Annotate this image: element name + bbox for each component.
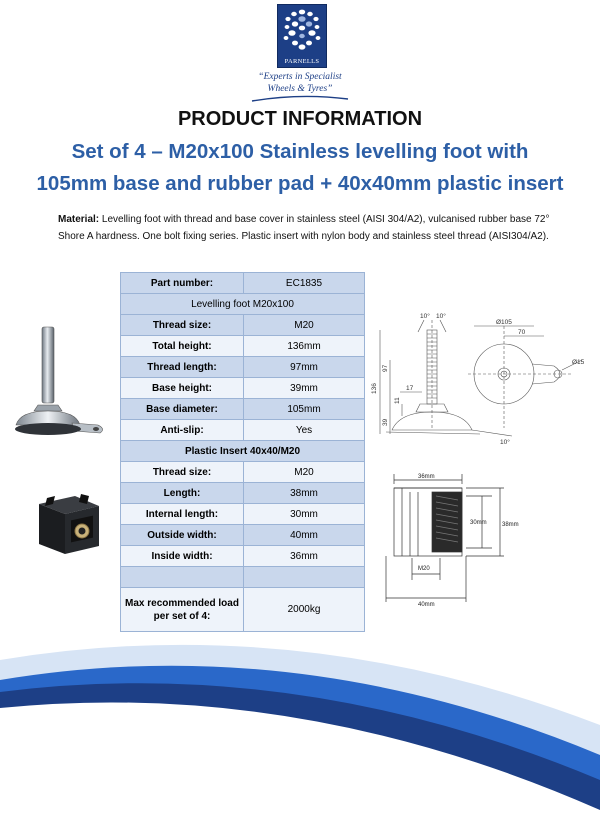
table-section-header bbox=[121, 294, 365, 315]
plastic-insert-drawing bbox=[382, 470, 532, 610]
brand-tagline-line1: “Experts in Specialist bbox=[258, 72, 342, 82]
max-load-label-line2: per set of 4: bbox=[153, 610, 211, 622]
footer-wave bbox=[0, 630, 600, 835]
table-row bbox=[121, 588, 365, 632]
dim-70: 70 bbox=[518, 329, 526, 336]
page-heading: PRODUCT INFORMATION bbox=[177, 108, 423, 130]
table-row bbox=[121, 462, 365, 483]
spec-label: Inside width: bbox=[121, 546, 244, 567]
dim-136: 136 bbox=[371, 383, 378, 394]
brand-name: PARNELLS bbox=[284, 58, 320, 65]
dim-m20: M20 bbox=[418, 566, 430, 572]
spec-label: Anti-slip: bbox=[121, 420, 244, 441]
table-row bbox=[121, 525, 365, 546]
spec-label: Outside width: bbox=[121, 525, 244, 546]
dim-11: 11 bbox=[394, 397, 401, 404]
table-row bbox=[121, 378, 365, 399]
spec-value: M20 bbox=[244, 462, 365, 483]
table-row bbox=[121, 273, 365, 294]
table-row bbox=[121, 504, 365, 525]
dim-w40: 40mm bbox=[418, 602, 435, 608]
table-row bbox=[121, 357, 365, 378]
material-description bbox=[58, 211, 558, 245]
dim-base-diameter: Ø105 bbox=[496, 319, 512, 326]
table-row bbox=[121, 336, 365, 357]
spec-value: 36mm bbox=[244, 546, 365, 567]
spec-label: Base height: bbox=[121, 378, 244, 399]
dim-hole: Ø15 bbox=[572, 359, 585, 366]
product-title-line2: 105mm base and rubber pad + 40x40mm plastic insert bbox=[36, 172, 564, 195]
spec-label: Total height: bbox=[121, 336, 244, 357]
brand-logo bbox=[277, 4, 327, 68]
spec-label: Thread length: bbox=[121, 357, 244, 378]
spec-value: 97mm bbox=[244, 357, 365, 378]
spec-label: Base diameter: bbox=[121, 399, 244, 420]
dim-angle-left: 10° bbox=[420, 313, 430, 320]
levelling-foot-photo bbox=[12, 325, 112, 445]
dim-angle-right: 10° bbox=[436, 313, 446, 320]
spec-label: Internal length: bbox=[121, 504, 244, 525]
table-row bbox=[121, 399, 365, 420]
brand-tagline-line2: Wheels & Tyres” bbox=[267, 84, 333, 94]
levelling-foot-drawing bbox=[372, 312, 598, 458]
dim-97: 97 bbox=[382, 364, 389, 372]
spec-value: 105mm bbox=[244, 399, 365, 420]
dim-h38: 38mm bbox=[502, 522, 519, 528]
spec-table bbox=[120, 272, 365, 632]
logo-pebbles-icon bbox=[278, 5, 326, 55]
table-section-header bbox=[121, 441, 365, 462]
spec-value: 39mm bbox=[244, 378, 365, 399]
max-load-label bbox=[121, 588, 244, 632]
dim-h30: 30mm bbox=[470, 520, 487, 526]
plastic-insert-photo bbox=[35, 490, 103, 560]
section-plastic-insert: Plastic Insert 40x40/M20 bbox=[121, 441, 365, 462]
product-title-line1: Set of 4 – M20x100 Stainless levelling foot with bbox=[71, 140, 529, 163]
max-load-value: 2000kg bbox=[244, 588, 365, 632]
spec-value-empty bbox=[244, 567, 365, 588]
spec-label: Length: bbox=[121, 483, 244, 504]
section-levelling-foot: Levelling foot M20x100 bbox=[121, 294, 365, 315]
material-text: Levelling foot with thread and base cover in stainless steel (AISI 304/A2), vulcanised rubber base 72° Shore A hardness. One bolt fixing series. Plastic insert with nylon body and stainless steel thread (AISI304/A2). bbox=[58, 214, 550, 242]
tagline-swoosh-icon bbox=[250, 95, 350, 103]
table-row bbox=[121, 483, 365, 504]
spec-label-empty bbox=[121, 567, 244, 588]
material-label: Material: bbox=[58, 214, 100, 225]
table-row bbox=[121, 315, 365, 336]
spec-label: Thread size: bbox=[121, 462, 244, 483]
spec-value: 40mm bbox=[244, 525, 365, 546]
table-row bbox=[121, 546, 365, 567]
spec-value: M20 bbox=[244, 315, 365, 336]
spec-value: 136mm bbox=[244, 336, 365, 357]
dim-angle-bottom: 10° bbox=[500, 439, 510, 446]
spec-value: Yes bbox=[244, 420, 365, 441]
spec-value: 38mm bbox=[244, 483, 365, 504]
spec-label: Thread size: bbox=[121, 315, 244, 336]
dim-17: 17 bbox=[406, 385, 414, 392]
dim-w36: 36mm bbox=[418, 474, 435, 480]
spec-value: 30mm bbox=[244, 504, 365, 525]
dim-39: 39 bbox=[382, 418, 389, 426]
table-row bbox=[121, 420, 365, 441]
part-number-label: Part number: bbox=[121, 273, 244, 294]
max-load-label-line1: Max recommended load bbox=[125, 597, 239, 609]
table-row-empty bbox=[121, 567, 365, 588]
part-number-value: EC1835 bbox=[244, 273, 365, 294]
